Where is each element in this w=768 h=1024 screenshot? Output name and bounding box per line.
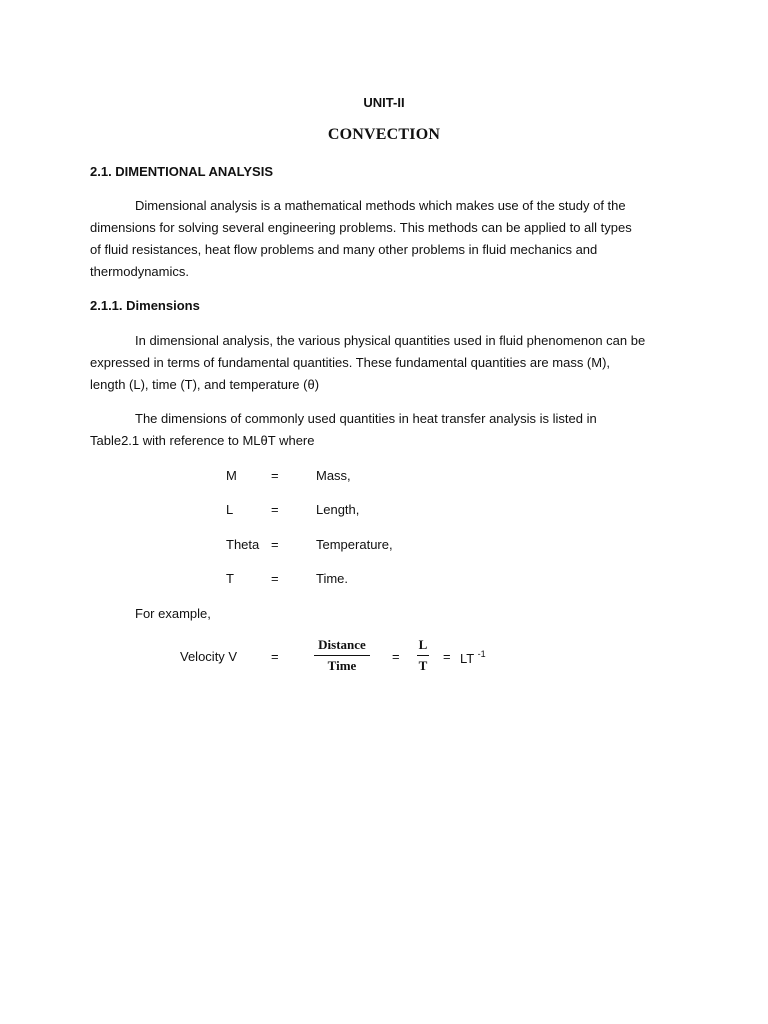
subsection-heading: 2.1.1. Dimensions	[90, 298, 200, 313]
unit-label: UNIT-II	[363, 95, 405, 110]
definition-meaning: Temperature,	[316, 537, 393, 552]
paragraph-line: of fluid resistances, heat flow problems and many other problems in fluid mechanics and	[90, 242, 598, 257]
equation-equals: =	[443, 649, 451, 664]
definition-equals: =	[271, 468, 279, 483]
paragraph-line: The dimensions of commonly used quantities in heat transfer analysis is listed in	[135, 411, 597, 426]
definition-equals: =	[271, 537, 279, 552]
fraction-l-over-t	[417, 637, 429, 674]
definition-meaning: Length,	[316, 502, 360, 517]
paragraph-line: thermodynamics.	[90, 264, 189, 279]
paragraph-line: In dimensional analysis, the various physical quantities used in fluid phenomenon can be	[135, 333, 646, 348]
fraction-distance-over-time	[314, 637, 370, 674]
definition-symbol: Theta	[226, 537, 260, 552]
section-heading: 2.1. DIMENTIONAL ANALYSIS	[90, 164, 273, 179]
definition-symbol: L	[226, 502, 234, 517]
table-reference-paragraph	[90, 408, 690, 452]
fraction-numerator: Distance	[318, 637, 366, 652]
fraction-denominator: Time	[327, 658, 357, 673]
dimensions-paragraph	[90, 330, 690, 396]
section-paragraph	[90, 195, 690, 283]
definition-meaning: Mass,	[316, 468, 351, 483]
definition-symbol: M	[226, 468, 237, 483]
definition-equals: =	[271, 502, 279, 517]
definition-equals: =	[271, 571, 279, 586]
example-intro: For example,	[135, 606, 211, 621]
equation-result	[460, 649, 486, 666]
chapter-title: CONVECTION	[327, 126, 441, 143]
definition-symbol: T	[226, 571, 234, 586]
fraction-numerator: L	[418, 637, 428, 652]
result-base: LT	[460, 651, 474, 666]
equation-equals: =	[271, 649, 279, 664]
equation-lhs: Velocity V	[180, 649, 238, 664]
paragraph-line: length (L), time (T), and temperature (θ)	[90, 377, 320, 392]
fraction-denominator: T	[418, 658, 428, 673]
paragraph-line: dimensions for solving several engineering problems. This methods can be applied to all types	[90, 220, 632, 235]
paragraph-line: Dimensional analysis is a mathematical methods which makes use of the study of the	[135, 198, 626, 213]
definition-meaning: Time.	[316, 571, 349, 586]
result-exponent: -1	[477, 649, 486, 659]
paragraph-line: Table2.1 with reference to MLθT where	[90, 433, 315, 448]
paragraph-line: expressed in terms of fundamental quantities. These fundamental quantities are mass (M),	[90, 355, 611, 370]
equation-equals: =	[392, 649, 400, 664]
